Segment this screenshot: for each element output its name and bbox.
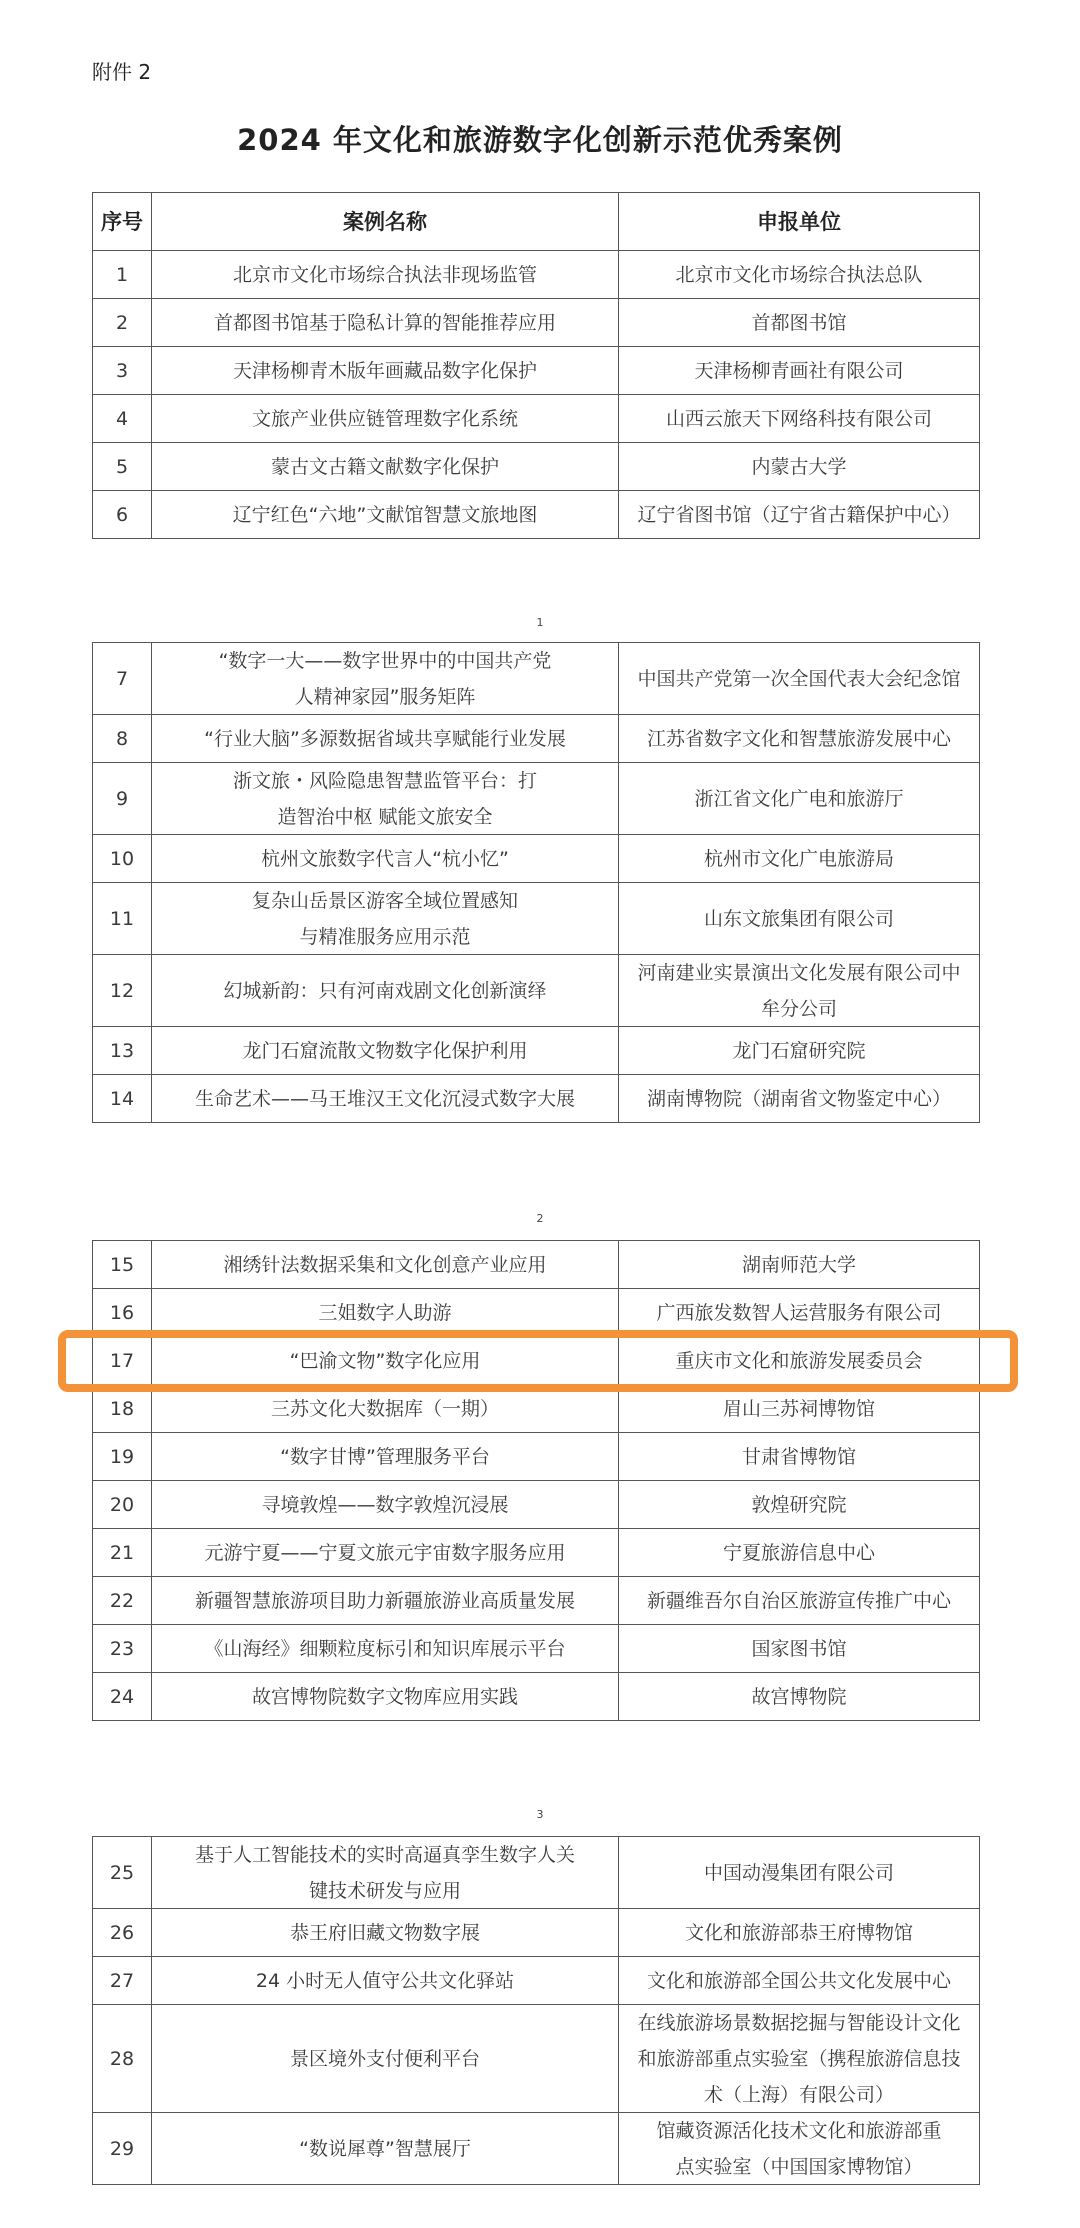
table-row — [92, 955, 980, 1027]
table-row — [92, 1385, 980, 1433]
row-seq: 28 — [92, 2005, 152, 2112]
row-unit: 故宫博物院 — [619, 1673, 980, 1720]
table-row — [92, 715, 980, 763]
row-unit: 北京市文化市场综合执法总队 — [619, 251, 980, 298]
row-unit: 江苏省数字文化和智慧旅游发展中心 — [619, 715, 980, 762]
row-name: 湘绣针法数据采集和文化创意产业应用 — [152, 1241, 619, 1288]
row-seq: 29 — [92, 2113, 152, 2184]
table-page-2 — [92, 642, 980, 1123]
row-seq: 20 — [92, 1481, 152, 1528]
row-name: 三姐数字人助游 — [152, 1289, 619, 1336]
row-seq: 26 — [92, 1909, 152, 1956]
table-row — [92, 1433, 980, 1481]
row-name: 浙文旅・风险隐患智慧监管平台：打造智治中枢 赋能文旅安全 — [152, 763, 619, 834]
row-name: 基于人工智能技术的实时高逼真孪生数字人关键技术研发与应用 — [152, 1837, 619, 1908]
header-name: 案例名称 — [152, 193, 619, 250]
row-name: 元游宁夏——宁夏文旅元宇宙数字服务应用 — [152, 1529, 619, 1576]
table-row — [92, 251, 980, 299]
row-seq: 13 — [92, 1027, 152, 1074]
table-row — [92, 883, 980, 955]
row-unit: 文化和旅游部全国公共文化发展中心 — [619, 1957, 980, 2004]
row-unit: 内蒙古大学 — [619, 443, 980, 490]
row-unit: 首都图书馆 — [619, 299, 980, 346]
row-name: 生命艺术——马王堆汉王文化沉浸式数字大展 — [152, 1075, 619, 1122]
table-row — [92, 1837, 980, 1909]
row-unit: 馆藏资源活化技术文化和旅游部重点实验室（中国国家博物馆） — [619, 2113, 980, 2184]
row-name: 《山海经》细颗粒度标引和知识库展示平台 — [152, 1625, 619, 1672]
row-name: 寻境敦煌——数字敦煌沉浸展 — [152, 1481, 619, 1528]
table-row — [92, 1529, 980, 1577]
row-name: 景区境外支付便利平台 — [152, 2005, 619, 2112]
row-seq: 27 — [92, 1957, 152, 2004]
header-unit: 申报单位 — [619, 193, 980, 250]
row-seq: 16 — [92, 1289, 152, 1336]
row-unit: 山西云旅天下网络科技有限公司 — [619, 395, 980, 442]
table-header — [92, 193, 980, 251]
page-number: 3 — [536, 1808, 544, 1821]
table-page-3 — [92, 1240, 980, 1721]
row-unit: 辽宁省图书馆（辽宁省古籍保护中心） — [619, 491, 980, 538]
table-row — [92, 1577, 980, 1625]
row-unit: 新疆维吾尔自治区旅游宣传推广中心 — [619, 1577, 980, 1624]
row-name: 北京市文化市场综合执法非现场监管 — [152, 251, 619, 298]
row-unit: 甘肃省博物馆 — [619, 1433, 980, 1480]
row-seq: 14 — [92, 1075, 152, 1122]
row-unit: 重庆市文化和旅游发展委员会 — [619, 1337, 980, 1384]
row-name: 新疆智慧旅游项目助力新疆旅游业高质量发展 — [152, 1577, 619, 1624]
table-row — [92, 2113, 980, 2185]
table-row — [92, 1481, 980, 1529]
highlight-box — [58, 1330, 1018, 1392]
table-row — [92, 395, 980, 443]
row-seq: 5 — [92, 443, 152, 490]
row-seq: 3 — [92, 347, 152, 394]
table-row — [92, 1673, 980, 1721]
row-seq: 24 — [92, 1673, 152, 1720]
row-name: “数字一大——数字世界中的中国共产党人精神家园”服务矩阵 — [152, 643, 619, 714]
row-seq: 2 — [92, 299, 152, 346]
page-number: 1 — [536, 616, 544, 629]
row-unit: 湖南博物院（湖南省文物鉴定中心） — [619, 1075, 980, 1122]
row-seq: 1 — [92, 251, 152, 298]
row-seq: 8 — [92, 715, 152, 762]
row-name: 恭王府旧藏文物数字展 — [152, 1909, 619, 1956]
table-row — [92, 1957, 980, 2005]
row-unit: 浙江省文化广电和旅游厅 — [619, 763, 980, 834]
row-seq: 6 — [92, 491, 152, 538]
row-seq: 19 — [92, 1433, 152, 1480]
row-seq: 25 — [92, 1837, 152, 1908]
row-unit: 河南建业实景演出文化发展有限公司中牟分公司 — [619, 955, 980, 1026]
row-seq: 17 — [92, 1337, 152, 1384]
table-row — [92, 1027, 980, 1075]
row-name: 杭州文旅数字代言人“杭小忆” — [152, 835, 619, 882]
row-name: 龙门石窟流散文物数字化保护利用 — [152, 1027, 619, 1074]
row-seq: 12 — [92, 955, 152, 1026]
table-row — [92, 491, 980, 539]
row-seq: 11 — [92, 883, 152, 954]
row-unit: 宁夏旅游信息中心 — [619, 1529, 980, 1576]
table-row — [92, 1625, 980, 1673]
row-seq: 23 — [92, 1625, 152, 1672]
row-unit: 天津杨柳青画社有限公司 — [619, 347, 980, 394]
row-unit: 广西旅发数智人运营服务有限公司 — [619, 1289, 980, 1336]
table-row — [92, 443, 980, 491]
row-name: 天津杨柳青木版年画藏品数字化保护 — [152, 347, 619, 394]
row-name: 故宫博物院数字文物库应用实践 — [152, 1673, 619, 1720]
row-seq: 4 — [92, 395, 152, 442]
row-name: 蒙古文古籍文献数字化保护 — [152, 443, 619, 490]
page-number: 2 — [536, 1212, 544, 1225]
table-page-4 — [92, 1836, 980, 2185]
table-row — [92, 2005, 980, 2113]
table-row — [92, 347, 980, 395]
row-unit: 湖南师范大学 — [619, 1241, 980, 1288]
row-name: 复杂山岳景区游客全域位置感知与精准服务应用示范 — [152, 883, 619, 954]
row-unit: 中国共产党第一次全国代表大会纪念馆 — [619, 643, 980, 714]
table-row — [92, 1241, 980, 1289]
row-name: “行业大脑”多源数据省域共享赋能行业发展 — [152, 715, 619, 762]
table-row — [92, 835, 980, 883]
row-seq: 21 — [92, 1529, 152, 1576]
table-row — [92, 1909, 980, 1957]
row-unit: 国家图书馆 — [619, 1625, 980, 1672]
table-row — [92, 763, 980, 835]
row-seq: 9 — [92, 763, 152, 834]
row-name: “巴渝文物”数字化应用 — [152, 1337, 619, 1384]
row-name: “数说犀尊”智慧展厅 — [152, 2113, 619, 2184]
row-unit: 山东文旅集团有限公司 — [619, 883, 980, 954]
row-name: 三苏文化大数据库（一期） — [152, 1385, 619, 1432]
table-page-1 — [92, 192, 980, 539]
row-unit: 眉山三苏祠博物馆 — [619, 1385, 980, 1432]
row-name: 文旅产业供应链管理数字化系统 — [152, 395, 619, 442]
row-name: 幻城新韵：只有河南戏剧文化创新演绎 — [152, 955, 619, 1026]
row-unit: 中国动漫集团有限公司 — [619, 1837, 980, 1908]
table-row — [92, 299, 980, 347]
attachment-label: 附件 2 — [92, 60, 152, 84]
row-name: “数字甘博”管理服务平台 — [152, 1433, 619, 1480]
header-seq: 序号 — [92, 193, 152, 250]
document-title: 2024 年文化和旅游数字化创新示范优秀案例 — [237, 123, 843, 157]
row-unit: 文化和旅游部恭王府博物馆 — [619, 1909, 980, 1956]
row-name: 辽宁红色“六地”文献馆智慧文旅地图 — [152, 491, 619, 538]
row-seq: 18 — [92, 1385, 152, 1432]
row-seq: 7 — [92, 643, 152, 714]
row-name: 首都图书馆基于隐私计算的智能推荐应用 — [152, 299, 619, 346]
row-unit: 杭州市文化广电旅游局 — [619, 835, 980, 882]
row-seq: 10 — [92, 835, 152, 882]
row-unit: 在线旅游场景数据挖掘与智能设计文化和旅游部重点实验室（携程旅游信息技术（上海）有限公司） — [619, 2005, 980, 2112]
row-unit: 敦煌研究院 — [619, 1481, 980, 1528]
table-row — [92, 643, 980, 715]
row-seq: 22 — [92, 1577, 152, 1624]
row-name: 24 小时无人值守公共文化驿站 — [152, 1957, 619, 2004]
row-seq: 15 — [92, 1241, 152, 1288]
table-row — [92, 1075, 980, 1123]
row-unit: 龙门石窟研究院 — [619, 1027, 980, 1074]
